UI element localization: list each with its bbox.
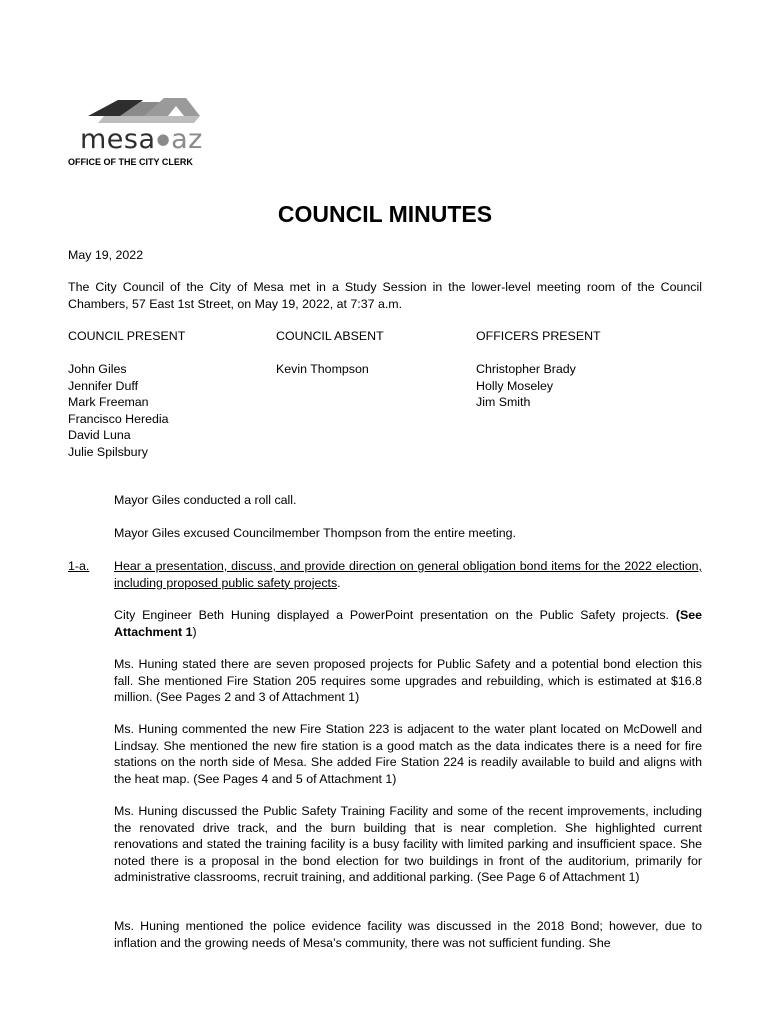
intro-paragraph: The City Council of the City of Mesa met in a Study Session in the lower-level meeting room of the Council Chambers, 57 East 1st Street, on May 19, 2022, at 7:37 a.m.: [68, 280, 702, 311]
list-item: Jennifer Duff: [68, 378, 139, 393]
item-title: [114, 558, 702, 591]
officers-present-heading: OFFICERS PRESENT: [476, 329, 601, 343]
officers-present-list: [476, 361, 576, 411]
paragraph-training-facility: Ms. Huning discussed the Public Safety Training Facility and some of the recent improvements, including the renovated drive track, and the burn building that is near completion. She highlighted current renovations and stated the training facility is a busy facility with limited parking and insufficient space. She noted there is a proposal in the bond election for two buildings in front of the auditorium, primarily for administrative classrooms, recruit training, and additional parking. (See Page 6 of Attachment 1): [114, 804, 702, 885]
list-item: Julie Spilsbury: [68, 444, 148, 459]
meeting-date: May 19, 2022: [68, 248, 144, 262]
office-label: OFFICE OF THE CITY CLERK: [68, 157, 193, 167]
paragraph-attachment: [114, 607, 702, 640]
item-number: 1-a.: [68, 559, 90, 573]
list-item: Mark Freeman: [68, 395, 149, 410]
list-item: Kevin Thompson: [276, 362, 369, 376]
paragraph-text: City Engineer Beth Huning displayed a PowerPoint presentation on the Public Safety projects.: [114, 608, 669, 622]
page-title: COUNCIL MINUTES: [277, 201, 493, 227]
logo-word-mesa: mesa: [80, 124, 156, 155]
list-item: David Luna: [68, 428, 131, 443]
council-absent-heading: COUNCIL ABSENT: [276, 329, 384, 343]
logo-mountain-icon: [88, 96, 203, 126]
paragraph-fire-station-223: Ms. Huning commented the new Fire Station 223 is adjacent to the water plant located on McDowell and Lindsay. She mentioned the new fire station is a good match as the data indicates there is a need for fire stations on the north side of Mesa. She added Fire Station 224 is readily available to build and aligns with the heat map. (See Pages 4 and 5 of Attachment 1): [114, 722, 702, 786]
item-title-period: .: [337, 575, 341, 590]
list-item: Christopher Brady: [476, 362, 576, 376]
council-present-heading: COUNCIL PRESENT: [68, 329, 186, 343]
roll-call-text: Mayor Giles conducted a roll call.: [114, 493, 297, 507]
logo-wordmark: mesa●az: [80, 124, 203, 155]
list-item: Francisco Heredia: [68, 411, 169, 426]
item-title-text: Hear a presentation, discuss, and provide direction on general obligation bond items for the 2022 election, including proposed public safety projects: [114, 559, 702, 590]
mesa-az-logo: [80, 96, 210, 158]
list-item: John Giles: [68, 362, 127, 376]
list-item: Jim Smith: [476, 395, 531, 410]
attachment-reference-close: ): [192, 624, 197, 639]
council-absent-list: [276, 361, 369, 378]
paragraph-fire-station-205: Ms. Huning stated there are seven proposed projects for Public Safety and a potential bond election this fall. She mentioned Fire Station 205 requires some upgrades and rebuilding, which is estimated at $16.8 million. (See Pages 2 and 3 of Attachment 1): [114, 657, 702, 705]
attachment-reference: (See Attachment 1: [114, 608, 703, 639]
paragraph-evidence-facility: Ms. Huning mentioned the police evidence facility was discussed in the 2018 Bond; however, due to inflation and the growing needs of Mesa’s community, there was not sufficient funding. She: [114, 919, 702, 950]
list-item: Holly Moseley: [476, 378, 554, 393]
logo-word-az: az: [171, 124, 203, 155]
excused-text: Mayor Giles excused Councilmember Thompson from the entire meeting.: [114, 526, 516, 540]
council-present-list: [68, 361, 169, 461]
